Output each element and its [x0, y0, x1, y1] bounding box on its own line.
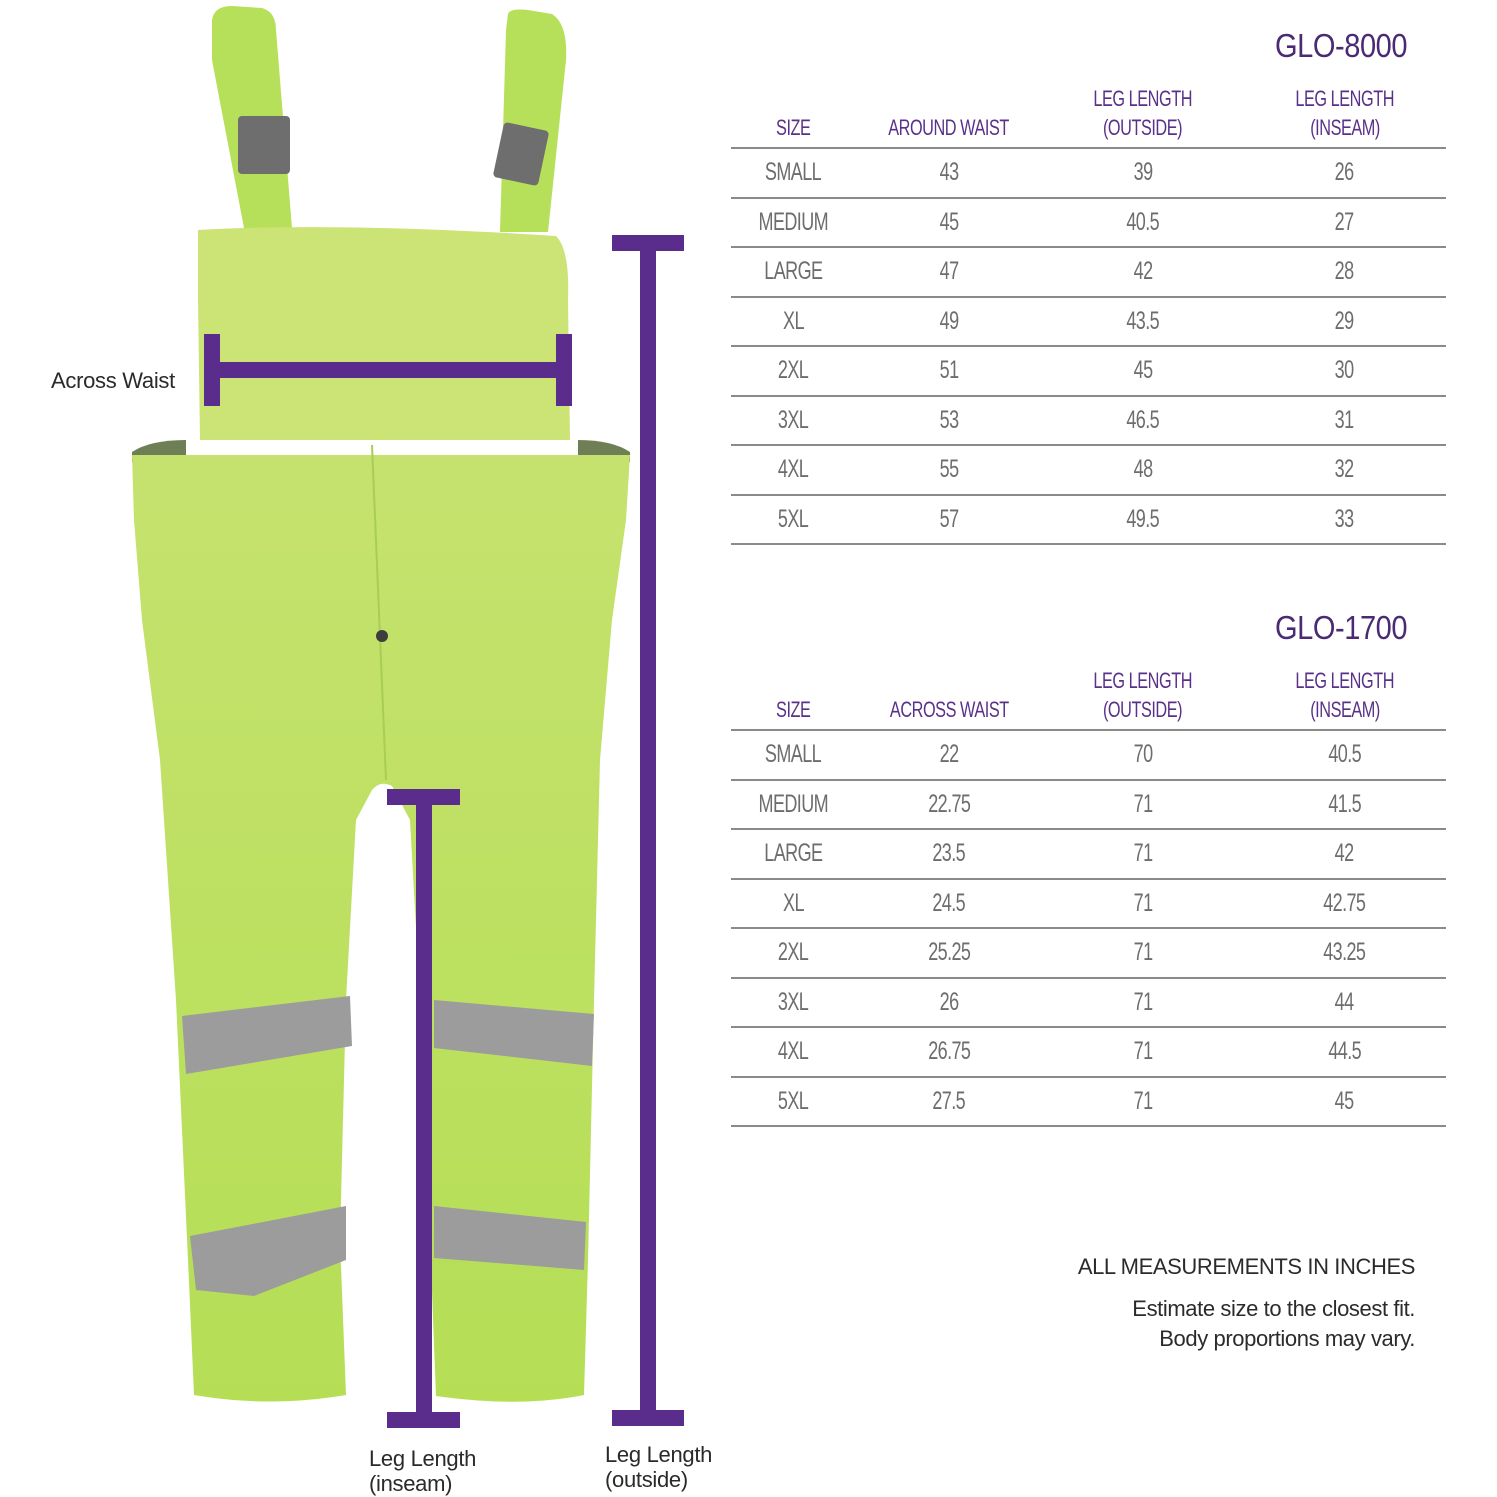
header-waist: ACROSS WAIST: [889, 697, 1009, 722]
cell-size: 5XL: [777, 504, 809, 533]
cell-leg-inseam: 32: [1335, 455, 1354, 484]
across-waist-label-text: Across Waist: [51, 368, 175, 393]
table-header-row: [731, 84, 1446, 148]
cell-leg-outside: 40.5: [1126, 207, 1160, 236]
cell-leg-inseam: 42: [1335, 839, 1354, 868]
leg-outside-label-line2: (outside): [605, 1467, 688, 1492]
cell-waist: 27.5: [932, 1086, 966, 1115]
cell-leg-inseam: 41.5: [1328, 789, 1361, 818]
cell-waist: 49: [939, 306, 959, 335]
snap-button: [376, 630, 388, 642]
table-row: [731, 978, 1446, 1028]
bib-overall-illustration: [0, 0, 720, 1497]
table-row: [731, 495, 1446, 545]
cell-leg-outside: 48: [1133, 455, 1153, 484]
cell-waist: 23.5: [932, 839, 966, 868]
cell-leg-outside: 43.5: [1126, 306, 1160, 335]
cell-waist: 45: [939, 207, 959, 236]
cell-leg-inseam: 31: [1335, 405, 1354, 434]
cell-leg-inseam: 28: [1335, 257, 1354, 286]
cell-leg-inseam: 30: [1335, 356, 1354, 385]
cell-waist: 25.25: [927, 938, 971, 967]
cell-waist: 22.75: [927, 789, 971, 818]
table-row: [731, 148, 1446, 198]
size-table: [731, 666, 1446, 1127]
cell-size: LARGE: [763, 839, 823, 868]
cell-leg-inseam: 42.75: [1323, 888, 1366, 917]
leg-outside-label-line1: Leg Length: [605, 1442, 713, 1467]
table-row: [731, 780, 1446, 830]
cell-size: 4XL: [777, 455, 809, 484]
cell-size: 3XL: [777, 987, 809, 1016]
table-row: [731, 730, 1446, 780]
header-size: SIZE: [775, 115, 811, 140]
cell-leg-outside: 49.5: [1126, 504, 1160, 533]
table-row: [731, 247, 1446, 297]
cell-waist: 43: [939, 158, 959, 187]
cell-leg-inseam: 33: [1335, 504, 1354, 533]
measurement-notes: [1078, 1254, 1415, 1354]
cell-waist: 47: [939, 257, 959, 286]
leg-inseam-label: [369, 1446, 476, 1496]
cell-size: MEDIUM: [758, 207, 828, 236]
header-waist: AROUND WAIST: [888, 115, 1010, 140]
cell-leg-outside: 71: [1133, 888, 1153, 917]
size-table: [731, 84, 1446, 545]
cell-leg-inseam: 26: [1335, 158, 1354, 187]
cell-leg-outside: 71: [1133, 987, 1153, 1016]
header-size: SIZE: [775, 697, 811, 722]
cell-size: 5XL: [777, 1086, 809, 1115]
cell-size: XL: [782, 888, 804, 917]
table-row: [731, 879, 1446, 929]
cell-waist: 53: [939, 405, 959, 434]
cell-waist: 26: [939, 987, 959, 1016]
right-strap: [500, 10, 566, 233]
leg-inseam-label-line1: Leg Length: [369, 1446, 477, 1471]
cell-size: MEDIUM: [758, 789, 828, 818]
cell-size: 4XL: [777, 1037, 809, 1066]
table-row: [731, 346, 1446, 396]
cell-waist: 51: [939, 356, 959, 385]
cell-leg-inseam: 45: [1335, 1086, 1354, 1115]
cell-leg-outside: 42: [1133, 257, 1153, 286]
chart-title: GLO-1700: [1274, 609, 1407, 646]
cell-size: XL: [782, 306, 804, 335]
table-row: [731, 198, 1446, 248]
fit-note-line2: Body proportions may vary.: [1159, 1326, 1415, 1351]
cell-leg-outside: 71: [1133, 1037, 1153, 1066]
cell-leg-outside: 71: [1133, 789, 1153, 818]
cell-leg-outside: 70: [1133, 740, 1153, 769]
header-leg-outside: LEG LENGTH (OUTSIDE): [1093, 86, 1193, 140]
cell-leg-inseam: 44: [1335, 987, 1354, 1016]
cell-size: 3XL: [777, 405, 809, 434]
cell-waist: 57: [939, 504, 959, 533]
table-row: [731, 396, 1446, 446]
cell-size: SMALL: [764, 740, 822, 769]
cell-leg-outside: 71: [1133, 839, 1153, 868]
cell-leg-inseam: 43.25: [1323, 938, 1366, 967]
header-leg-inseam: LEG LENGTH (INSEAM): [1295, 86, 1394, 140]
garment-diagram: [0, 0, 720, 1497]
bib: [198, 227, 570, 440]
cell-leg-outside: 45: [1133, 356, 1153, 385]
cell-size: 2XL: [777, 356, 809, 385]
cell-waist: 22: [939, 740, 959, 769]
cell-waist: 24.5: [932, 888, 966, 917]
cell-leg-inseam: 27: [1335, 207, 1354, 236]
fit-note-line1: Estimate size to the closest fit.: [1132, 1296, 1415, 1321]
cell-leg-inseam: 44.5: [1328, 1037, 1361, 1066]
cell-size: 2XL: [777, 938, 809, 967]
table-row: [731, 829, 1446, 879]
cell-waist: 55: [939, 455, 959, 484]
cell-waist: 26.75: [927, 1037, 971, 1066]
units-note: ALL MEASUREMENTS IN INCHES: [1077, 1254, 1415, 1279]
table-row: [731, 1027, 1446, 1077]
cell-size: SMALL: [764, 158, 822, 187]
cell-leg-outside: 71: [1133, 938, 1153, 967]
cell-leg-inseam: 29: [1335, 306, 1354, 335]
cell-leg-outside: 39: [1133, 158, 1153, 187]
cell-leg-outside: 46.5: [1126, 405, 1160, 434]
chart-title: GLO-8000: [1274, 27, 1407, 64]
header-leg-outside: LEG LENGTH (OUTSIDE): [1093, 668, 1193, 722]
leg-outside-label: [605, 1442, 712, 1492]
cell-leg-inseam: 40.5: [1328, 740, 1361, 769]
table-row: [731, 297, 1446, 347]
leg-outside-measure-line: [612, 235, 684, 1426]
table-row: [731, 445, 1446, 495]
table-header-row: [731, 666, 1446, 730]
left-buckle: [238, 116, 290, 174]
table-row: [731, 1077, 1446, 1127]
table-row: [731, 928, 1446, 978]
header-leg-inseam: LEG LENGTH (INSEAM): [1295, 668, 1394, 722]
cell-leg-outside: 71: [1133, 1086, 1153, 1115]
across-waist-label: [51, 368, 175, 393]
cell-size: LARGE: [763, 257, 823, 286]
leg-inseam-label-line2: (inseam): [369, 1471, 453, 1496]
